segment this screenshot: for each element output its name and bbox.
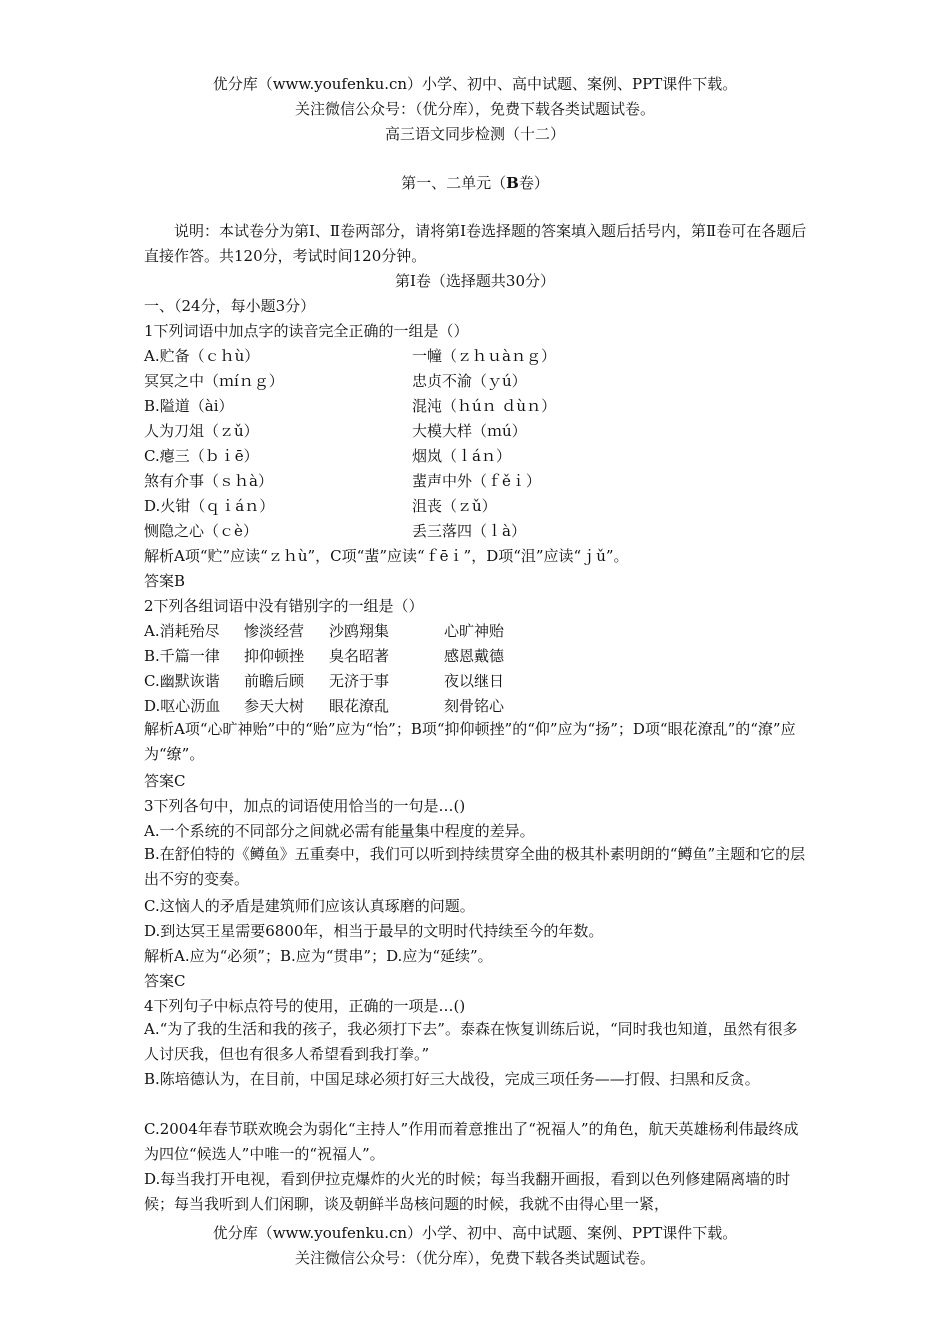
q1-row-right: 混沌（ｈúｎ ｄùｎ） — [412, 397, 557, 415]
footer-line-1: 优分库（www.youfenku.cn）小学、初中、高中试题、案例、PPT课件下载。 — [212, 1224, 738, 1242]
q2-word: 臭名昭著 — [329, 647, 390, 665]
q2-word: 感恩戴德 — [444, 647, 505, 665]
q1-row-right: 一幢（ｚｈｕàｎｇ） — [412, 347, 556, 365]
page-subtitle — [0, 172, 950, 193]
q2-word: A.消耗殆尽 — [144, 622, 220, 640]
page-title: 高三语文同步检测（十二） — [384, 125, 565, 143]
footer-line-2: 关注微信公众号：（优分库），免费下载各类试题试卷。 — [294, 1249, 655, 1267]
q2-word: 沙鸥翔集 — [329, 622, 390, 640]
q1-row-right: 大模大样（ｍú） — [412, 422, 527, 440]
q1-row-right: 沮丧（ｚǔ） — [412, 497, 497, 515]
q2-word: 心旷神贻 — [444, 622, 505, 640]
q1-row-left: 人为刀俎（ｚǔ） — [144, 422, 259, 440]
q2-word: 惨淡经营 — [244, 622, 305, 640]
q2-word: 无济于事 — [329, 672, 390, 690]
q4-option-d: D.每当我打开电视，看到伊拉克爆炸的火光的时候；每当我翻开画报，看到以色列修建隔离墙的时候；每当我听到人们闲聊，谈及朝鲜半岛核问题的时候，我就不由得心里一紧， — [144, 1170, 791, 1213]
q4-stem: 4下列句子中标点符号的使用，正确的一项是…() — [144, 997, 466, 1015]
part1-title: 第Ⅰ卷（选择题共30分） — [394, 272, 555, 290]
q1-row-left: D.火钳（ｑｉáｎ） — [144, 497, 275, 515]
q3-option-a: A.一个系统的不同部分之间就必需有能量集中程度的差异。 — [144, 822, 535, 840]
q1-row-left: A.贮备（ｃｈù） — [144, 347, 260, 365]
q1-row-right: 忠贞不渝（ｙú） — [412, 372, 527, 390]
q2-word: 眼花潦乱 — [329, 697, 390, 715]
q2-word: 前瞻后顾 — [244, 672, 305, 690]
q2-word: 参天大树 — [244, 697, 305, 715]
q3-analysis: 解析A.应为“必须”；B.应为“贯串”；D.应为“延续”。 — [144, 947, 493, 965]
q2-word: B.千篇一律 — [144, 647, 220, 665]
q3-option-c: C.这恼人的矛盾是建筑师们应该认真琢磨的问题。 — [144, 897, 475, 915]
q2-word: D.呕心沥血 — [144, 697, 221, 715]
q2-option-row — [144, 670, 504, 691]
section1-heading: 一、（24分，每小题3分） — [144, 297, 316, 315]
header-line-2: 关注微信公众号：（优分库），免费下载各类试题试卷。 — [294, 100, 655, 118]
q2-option-row — [144, 695, 504, 716]
q1-row-left: C.瘪三（ｂｉē） — [144, 447, 259, 465]
q1-analysis: 解析A项“贮”应读“ｚｈù”，C项“蜚”应读“ｆēｉ”，D项“沮”应读“ｊǔ”。 — [144, 547, 629, 565]
q1-row-right: 烟岚（ｌáｎ） — [412, 447, 511, 465]
q2-stem: 2下列各组词语中没有错别字的一组是（） — [144, 597, 424, 615]
q1-row-left: 冥冥之中（ｍíｎｇ） — [144, 372, 284, 390]
q2-option-row — [144, 620, 504, 641]
q4-option-a: A.“为了我的生活和我的孩子，我必须打下去”。泰森在恢复训练后说，“同时我也知道，虽然有很多人讨厌我，但也有很多人希望看到我打拳。” — [144, 1020, 798, 1063]
q4-option-c: C.2004年春节联欢晚会为弱化“主持人”作用而着意推出了“祝福人”的角色，航天英雄杨利伟最终成为四位“候选人”中唯一的“祝福人”。 — [144, 1120, 799, 1163]
q3-option-d: D.到达冥王星需要6800年，相当于最早的文明时代持续至今的年数。 — [144, 922, 604, 940]
q1-row-left: 煞有介事（ｓｈà） — [144, 472, 273, 490]
instructions: 说明：本试卷分为第Ⅰ、Ⅱ卷两部分，请将第Ⅰ卷选择题的答案填入题后括号内，第Ⅱ卷可在各题后直接作答。共120分，考试时间120分钟。 — [144, 222, 807, 265]
q3-answer: 答案C — [144, 972, 186, 990]
header-line-1: 优分库（www.youfenku.cn）小学、初中、高中试题、案例、PPT课件下载。 — [212, 75, 738, 93]
q1-answer: 答案B — [144, 572, 186, 590]
q1-stem: 1下列词语中加点字的读音完全正确的一组是（） — [144, 322, 469, 340]
q1-row-left: B.隘道（ài） — [144, 397, 234, 415]
q2-word: 刻骨铭心 — [444, 697, 505, 715]
q2-word: 夜以继日 — [444, 672, 505, 690]
q2-option-row — [144, 645, 504, 666]
q1-row-left: 恻隐之心（ｃè） — [144, 522, 258, 540]
q1-row-right: 丢三落四（ｌà） — [412, 522, 526, 540]
q2-word: 抑仰顿挫 — [244, 647, 305, 665]
q3-option-b: B.在舒伯特的《鳟鱼》五重奏中，我们可以听到持续贯穿全曲的极其朴素明朗的“鳟鱼”主题和它的层出不穷的变奏。 — [144, 845, 806, 888]
subtitle-prefix: 第一、二单元（ — [401, 174, 507, 192]
q3-stem: 3下列各句中，加点的词语使用恰当的一句是…() — [144, 797, 466, 815]
q2-analysis: 解析A项“心旷神贻”中的“贻”应为“怡”；B项“抑仰顿挫”的“仰”应为“扬”；D项“眼花潦乱”的“潦”应为“缭”。 — [144, 720, 796, 763]
q2-word: C.幽默诙谐 — [144, 672, 220, 690]
subtitle-bold: B — [506, 174, 519, 192]
q4-option-b: B.陈培德认为，在目前，中国足球必须打好三大战役，完成三项任务——打假、扫黑和反贪。 — [144, 1070, 760, 1088]
q2-answer: 答案C — [144, 772, 186, 790]
subtitle-suffix: 卷） — [518, 174, 549, 192]
q1-row-right: 蜚声中外（ｆěｉ） — [412, 472, 541, 490]
